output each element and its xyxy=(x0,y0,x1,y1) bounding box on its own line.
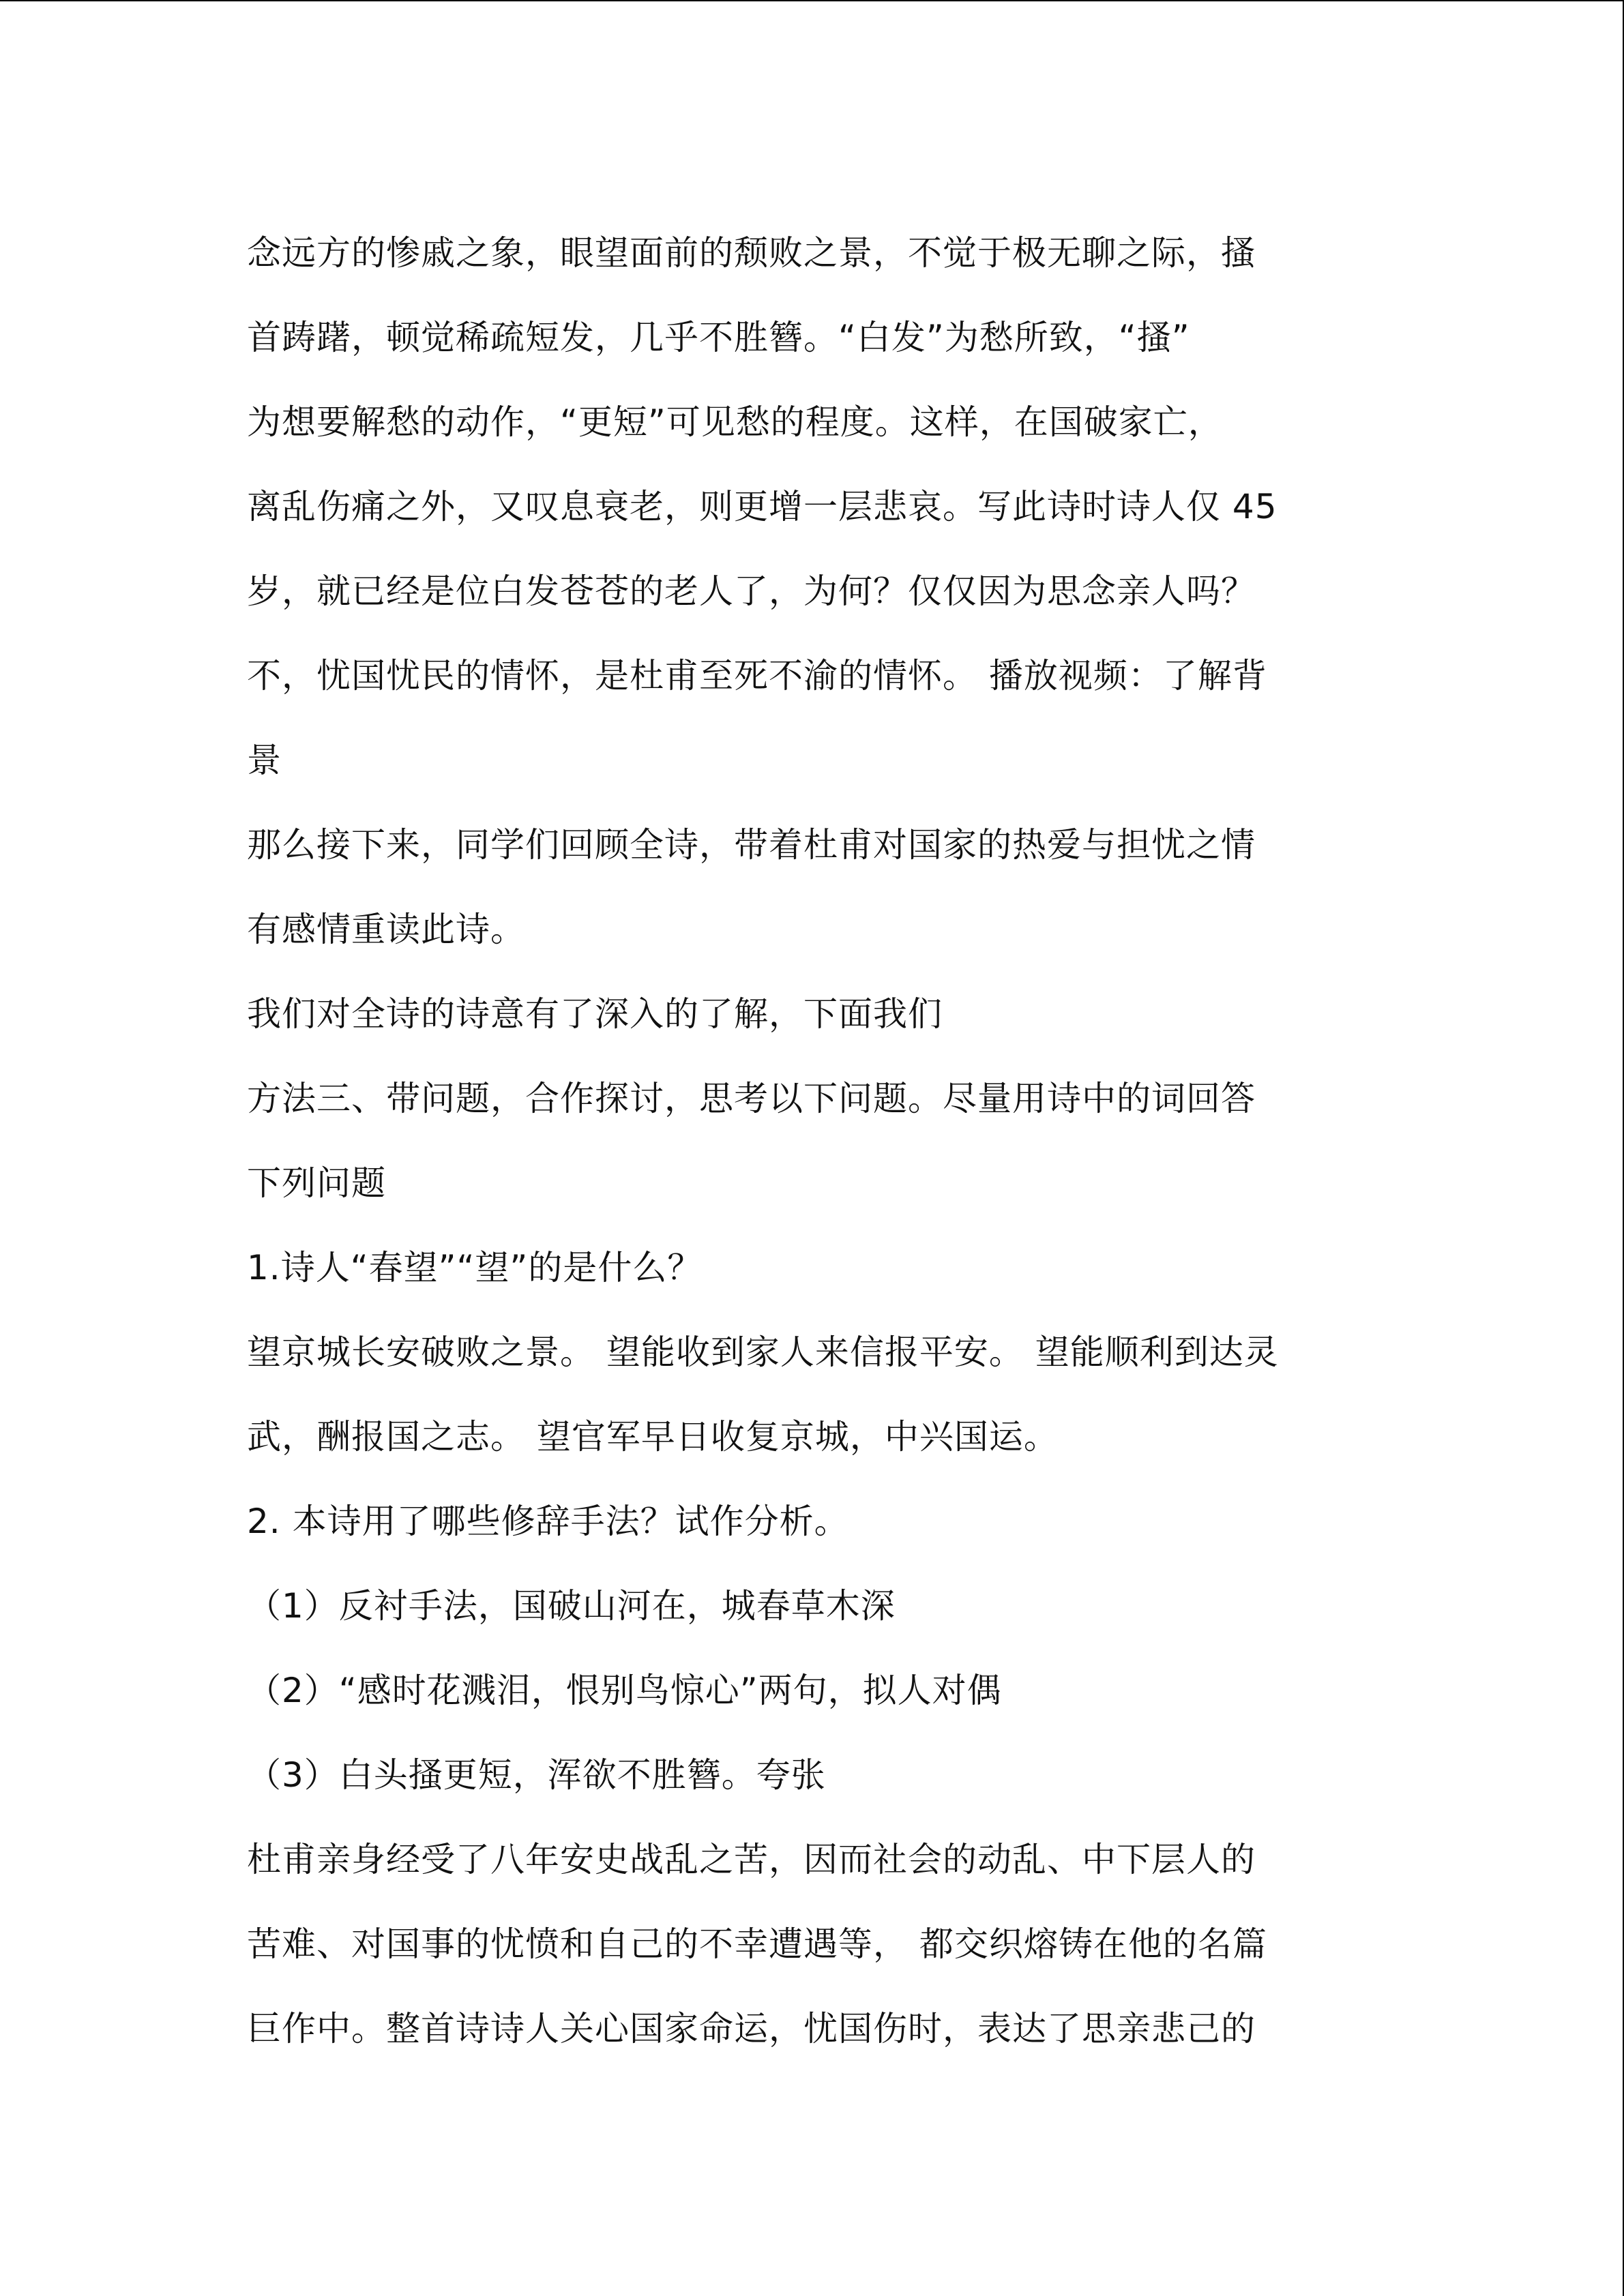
text-line: 为想要解愁的动作，“更短”可见愁的程度。这样，在国破家亡， xyxy=(247,402,1223,442)
text-line: 武，酬报国之志。 望官军早日收复京城，中兴国运。 xyxy=(247,1417,1059,1457)
text-line: 离乱伤痛之外，又叹息衰老，则更增一层悲哀。写此诗时诗人仅 45 xyxy=(247,487,1278,526)
question-2: 2. 本诗用了哪些修辞手法？试作分析。 xyxy=(247,1502,849,1541)
text-line: 杜甫亲身经受了八年安史战乱之苦，因而社会的动乱、中下层人的 xyxy=(247,1840,1256,1879)
list-item: （3）白头搔更短，浑欲不胜簪。夸张 xyxy=(247,1755,826,1795)
text-line: 我们对全诗的诗意有了深入的了解，下面我们 xyxy=(247,994,943,1034)
text-line: 不，忧国忧民的情怀，是杜甫至死不渝的情怀。 播放视频：了解背 xyxy=(247,656,1267,696)
text-line: 首踌躇，顿觉稀疏短发，几乎不胜簪。“白发”为愁所致，“搔” xyxy=(247,318,1190,357)
text-line: 巨作中。整首诗诗人关心国家命运，忧国伤时，表达了思亲悲己的 xyxy=(247,2009,1256,2048)
text-line: 下列问题 xyxy=(247,1163,386,1203)
text-line: 景 xyxy=(247,741,282,780)
text-line: 念远方的惨戚之象，眼望面前的颓败之景，不觉于极无聊之际，搔 xyxy=(247,233,1256,273)
text-line: 有感情重读此诗。 xyxy=(247,910,525,949)
text-line: 方法三、带问题，合作探讨，思考以下问题。尽量用诗中的词回答 xyxy=(247,1079,1256,1118)
text-line: 望京城长安破败之景。 望能收到家人来信报平安。 望能顺利到达灵 xyxy=(247,1332,1279,1372)
question-1: 1.诗人“春望”“望”的是什么？ xyxy=(247,1248,703,1287)
document-body xyxy=(247,211,1379,2071)
text-line: 苦难、对国事的忧愤和自己的不幸遭遇等， 都交织熔铸在他的名篇 xyxy=(247,1924,1267,1964)
list-item: （1）反衬手法，国破山河在，城春草木深 xyxy=(247,1586,896,1626)
list-item: （2）“感时花溅泪，恨别鸟惊心”两句，拟人对偶 xyxy=(247,1671,1002,1710)
text-line: 岁，就已经是位白发苍苍的老人了，为何？仅仅因为思念亲人吗？ xyxy=(247,571,1256,611)
text-line: 那么接下来，同学们回顾全诗，带着杜甫对国家的热爱与担忧之情 xyxy=(247,825,1256,865)
